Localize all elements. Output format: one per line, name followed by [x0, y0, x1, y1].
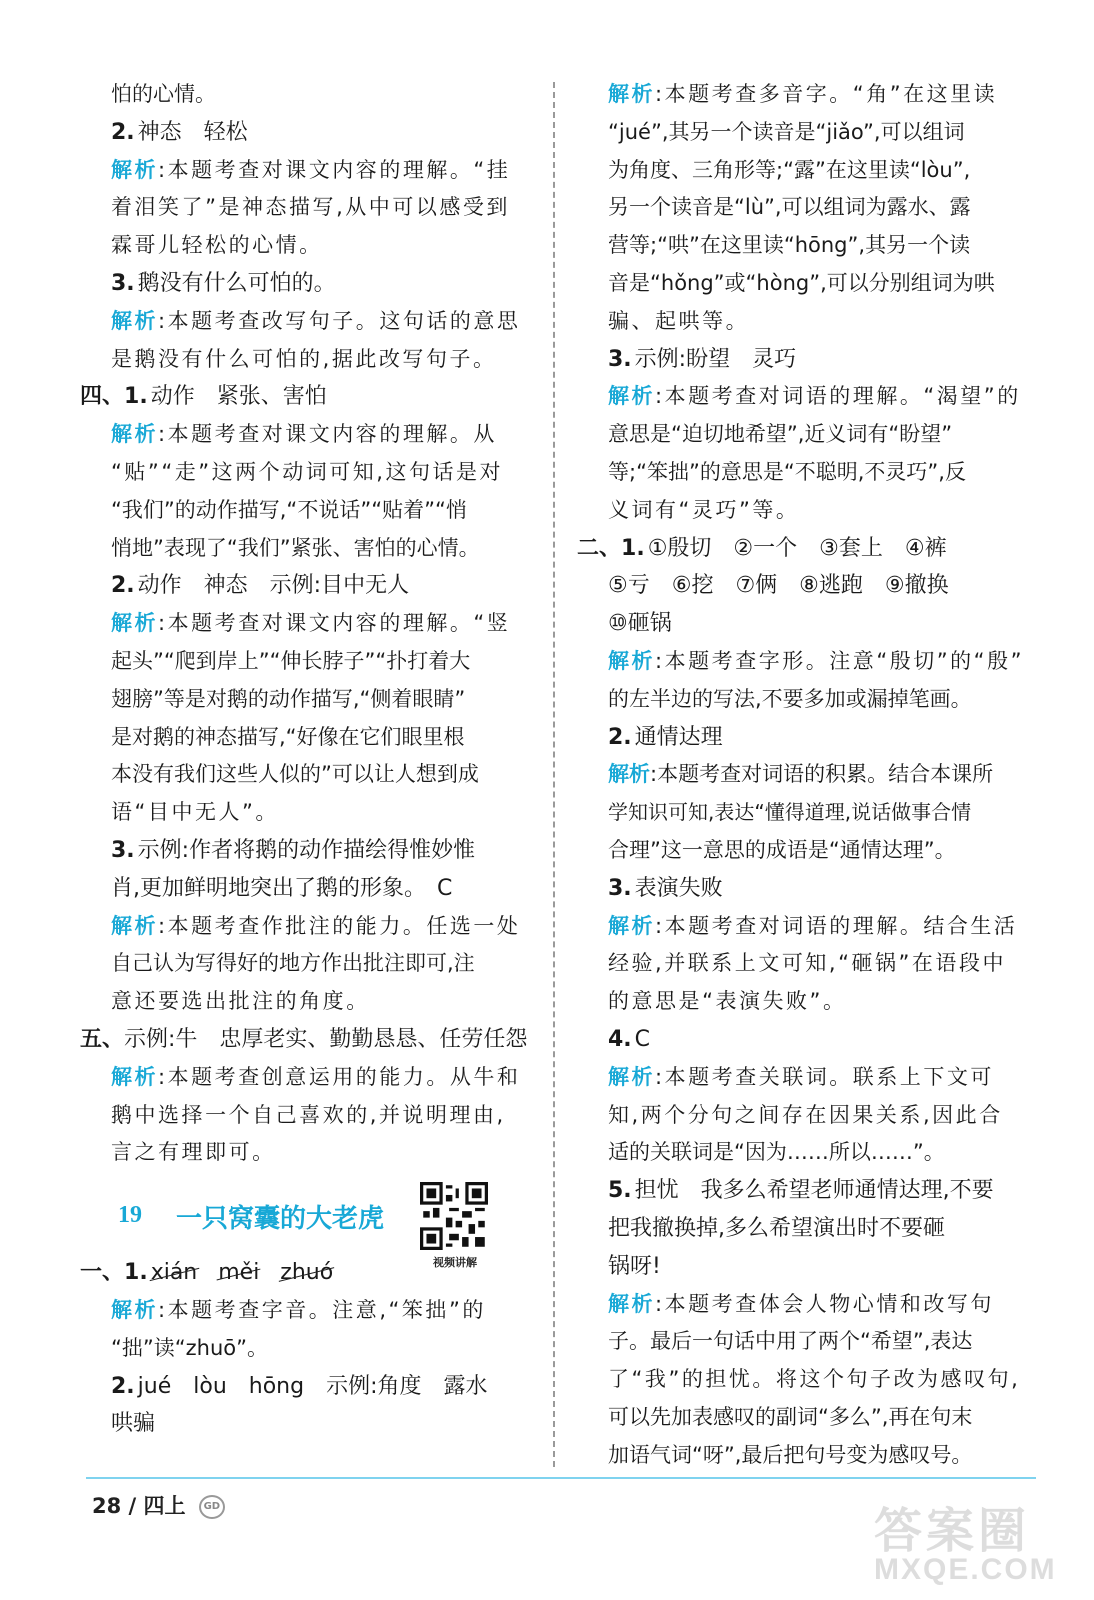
answer-line: 肖,更加鲜明地突出了鹅的形象。 C [111, 875, 453, 901]
section-label: 二、 [577, 535, 622, 561]
analysis-line: 解析:本题考查作批注的能力。任选一处 [111, 913, 521, 938]
answer-line: 3. 示例:盼望 灵巧 [608, 346, 797, 372]
text-line: 言之有理即可。 [111, 1140, 276, 1165]
text-line: 意还要选出批注的角度。 [111, 989, 370, 1014]
analysis-line: 解析:本题考查对词语的理解。“渴望”的 [608, 384, 1021, 409]
text-line: 悄地”表现了“我们”紧张、害怕的心情。 [111, 535, 480, 560]
text-line: 子。最后一句话中用了两个“希望”,表达 [608, 1329, 973, 1354]
text-line: 知,两个分句之间存在因果关系,因此合 [608, 1102, 1003, 1127]
section-answer-line: 一、1. xián měi zhuó [80, 1254, 535, 1292]
section-answer-line: 二、1. ①殷切 ②一个 ③套上 ④裤 [577, 535, 947, 561]
footer-rule [86, 1477, 1036, 1479]
grade-label: 四上 [143, 1494, 186, 1518]
analysis-label: 解析 [608, 384, 656, 409]
text-line: 加语气词“呀”,最后把句号变为感叹号。 [608, 1442, 973, 1467]
answer-line: ⑤亏 ⑥挖 ⑦俩 ⑧逃跑 ⑨撤换 [608, 573, 949, 599]
text-line: 着泪笑了”是神态描写,从中可以感受到 [111, 195, 510, 220]
answer-line: 3. 鹅没有什么可怕的。 [111, 270, 336, 296]
crossed-pinyin: měi [218, 1254, 259, 1292]
analysis-line: 解析:本题考查字音。注意,“笨拙”的 [111, 1297, 486, 1322]
analysis-label: 解析 [111, 422, 159, 447]
text-line: 本没有我们这些人似的”可以让人想到成 [111, 762, 479, 787]
text-line: 鹅中选择一个自己喜欢的,并说明理由, [111, 1102, 506, 1127]
analysis-label: 解析 [111, 611, 159, 636]
analysis-line: 解析:本题考查对课文内容的理解。“竖 [111, 611, 511, 636]
text-line: 为角度、三角形等;“露”在这里读“lòu”, [608, 157, 971, 182]
analysis-line: 解析:本题考查创意运用的能力。从牛和 [111, 1064, 521, 1089]
text-line: 意思是“迫切地希望”,近义词有“盼望” [608, 422, 953, 447]
text-line: 合理”这一意思的成语是“通情达理”。 [608, 837, 956, 862]
lesson-title: 一只窝囊的大老虎 [176, 1204, 385, 1235]
page-footer [92, 1490, 225, 1520]
watermark-logo-text: 答案圈 [874, 1505, 1031, 1558]
text-line: 经验,并联系上文可知,“砸锅”在语段中 [608, 951, 1006, 976]
text-line: “我们”的动作描写,“不说话”“贴着”“悄 [111, 497, 467, 522]
text-line: 的左半边的写法,不要多加或漏掉笔画。 [608, 686, 972, 711]
analysis-line: 解析:本题考查改写句子。这句话的意思 [111, 308, 521, 333]
section-answer-line: 四、1. 动作 紧张、害怕 [80, 384, 327, 410]
page-number: 28 [92, 1494, 122, 1518]
section-answer-line: 五、示例:牛 忠厚老实、勤勤恳恳、任劳任怨 [80, 1026, 528, 1052]
answer-line: 2. 动作 神态 示例:目中无人 [111, 573, 410, 599]
analysis-label: 解析 [111, 1297, 159, 1322]
qr-caption: 视频讲解 [433, 1256, 477, 1270]
text-line: “贴”“走”这两个动词可知,这句话是对 [111, 459, 504, 484]
text-line: 了“我”的担忧。将这个句子改为感叹句, [608, 1367, 1021, 1392]
analysis-line: 解析:本题考查体会人物心情和改写句 [608, 1291, 994, 1316]
edition-badge-icon: GD [199, 1495, 225, 1519]
text-line: 营等;“哄”在这里读“hōng”,其另一个读 [608, 233, 971, 258]
analysis-line: 解析:本题考查多音字。“角”在这里读 [608, 82, 998, 106]
answer-line: 2. 通情达理 [608, 724, 723, 750]
text-line: 骗、起哄等。 [608, 308, 750, 333]
analysis-label: 解析 [111, 1064, 159, 1089]
analysis-label: 解析 [608, 913, 656, 938]
text-line: 语“目中无人”。 [111, 800, 279, 825]
text-line: 音是“hǒng”或“hòng”,可以分别组词为哄 [608, 270, 995, 295]
section-label: 四、 [80, 384, 125, 410]
text-line: 是鹅没有什么可怕的,据此改写句子。 [111, 346, 497, 371]
analysis-label: 解析 [608, 1064, 656, 1089]
text-line: 自己认为写得好的地方作出批注即可,注 [111, 951, 475, 976]
column-divider [553, 82, 555, 1467]
analysis-label: 解析 [111, 157, 159, 182]
text-line: 翅膀”等是对鹅的动作描写,“侧着眼睛” [111, 686, 466, 711]
text-line: 是对鹅的神态描写,“好像在它们眼里根 [111, 724, 465, 749]
text-line: 义词有“灵巧”等。 [608, 497, 800, 522]
crossed-pinyin: xián [151, 1254, 198, 1292]
analysis-label: 解析 [111, 308, 159, 333]
answer-line: ⑩砸锅 [608, 611, 672, 637]
crossed-pinyin: zhuó [280, 1254, 333, 1292]
text-line: 另一个读音是“lù”,可以组词为露水、露 [608, 195, 971, 220]
analysis-label: 解析 [608, 1291, 656, 1316]
analysis-line: 解析:本题考查字形。注意“殷切”的“殷” [608, 648, 1024, 673]
text-line: “拙”读“zhuō”。 [111, 1335, 269, 1360]
analysis-label: 解析 [608, 762, 650, 787]
text-line: 霖哥儿轻松的心情。 [111, 233, 323, 258]
analysis-line: 解析:本题考查对词语的积累。结合本课所 [608, 762, 994, 787]
answer-line: 5. 担忧 我多么希望老师通情达理,不要 [608, 1178, 994, 1204]
lesson-header [80, 1172, 535, 1270]
analysis-line: 解析:本题考查对课文内容的理解。从 [111, 422, 497, 447]
answer-line: 2. 神态 轻松 [111, 119, 248, 145]
watermark [874, 1492, 1064, 1592]
analysis-label: 解析 [608, 82, 656, 106]
answer-line: 3. 示例:作者将鹅的动作描绘得惟妙惟 [111, 837, 476, 863]
answer-line: 3. 表演失败 [608, 875, 723, 901]
footer-separator: / [128, 1494, 137, 1518]
analysis-label: 解析 [608, 648, 656, 673]
section-label: 一、 [80, 1260, 125, 1286]
text-line: “jué”,其另一个读音是“jiǎo”,可以组词 [608, 119, 965, 144]
text-line: 等;“笨拙”的意思是“不聪明,不灵巧”,反 [608, 459, 966, 484]
left-column [80, 76, 535, 1443]
answer-line: 4. C [608, 1026, 651, 1052]
analysis-label: 解析 [111, 913, 159, 938]
analysis-line: 解析:本题考查对词语的理解。结合生活 [608, 913, 1018, 938]
text-line: 可以先加表感叹的副词“多么”,再在句末 [608, 1404, 973, 1429]
answer-line: 把我撤换掉,多么希望演出时不要砸 [608, 1215, 945, 1241]
watermark-url: MXQE.COM [874, 1553, 1057, 1586]
text-line: 的意思是“表演失败”。 [608, 989, 847, 1014]
answer-line: 哄骗 [111, 1411, 156, 1437]
analysis-line: 解析:本题考查关联词。联系上下文可 [608, 1064, 994, 1089]
section-label: 五、 [80, 1026, 125, 1052]
lesson-number: 19 [118, 1202, 142, 1229]
qr-code-icon[interactable] [420, 1182, 488, 1250]
text-line: 学知识可知,表达“懂得道理,说话做事合情 [608, 800, 972, 825]
answer-line: 锅呀! [608, 1253, 661, 1279]
right-column [577, 76, 1039, 1474]
text-line: 起头”“爬到岸上”“伸长脖子”“扑打着大 [111, 648, 471, 673]
text-line: 怕的心情。 [111, 82, 216, 106]
text-line: 适的关联词是“因为……所以……”。 [608, 1140, 945, 1165]
analysis-line: 解析:本题考查对课文内容的理解。“挂 [111, 157, 511, 182]
answer-line: 2. jué lòu hōng 示例:角度 露水 [111, 1373, 488, 1399]
